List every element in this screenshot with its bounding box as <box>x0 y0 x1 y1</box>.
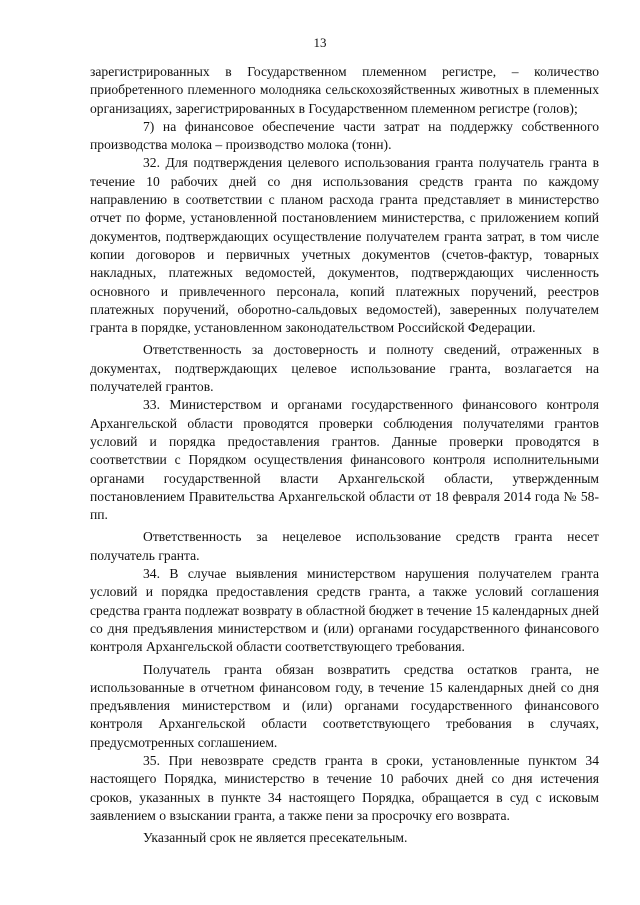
paragraph-5: 33. Министерством и органами государственного финансового контроля Архангельской области проводятся проверки соблюдения получателями грантов условий и порядка предоставления грантов. Данные проверки проводятся в соответствии с Порядком осуществления финансового контроля исполнительными органами государственной власти Архангельской области, утвержденным постановлением Правительства Архангельской области от 18 февраля 2014 года № 58-пп. <box>90 397 599 523</box>
page-number: 13 <box>313 35 327 50</box>
paragraph-6: Ответственность за нецелевое использование средств гранта несет получатель гранта. <box>90 529 599 563</box>
document-body <box>90 63 599 847</box>
paragraph-9: 35. При невозврате средств гранта в сроки, установленные пунктом 34 настоящего Порядка, министерство в течение 10 рабочих дней со дня истечения сроков, указанных в пункте 34 настоящего Порядка, обращается в суд с исковым заявлением о взыскании гранта, а также пени за просрочку его возврата. <box>90 752 599 823</box>
paragraph-8: Получатель гранта обязан возвратить средства остатков гранта, не использованные в отчетном финансовом году, в течение 15 календарных дней со дня предъявления министерством и (или) органами государственного финансового контроля Архангельской области соответствующего требования в случаях, предусмотренных соглашением. <box>90 661 599 750</box>
paragraph-3: 32. Для подтверждения целевого использования гранта получатель гранта в течение 10 рабочих дней со дня использования средств гранта по каждому направлению в соответствии с планом расхода гранта представляет в министерство отчет по форме, установленной постановлением министерства, с приложением копий документов, подтверждающих осуществление получателем гранта затрат, в том числе копии договоров и первичных учетных документов (счетов-фактур, товарных накладных, платежных ведомостей, документов, подтверждающих численность основного и привлеченного персонала, копий платежных поручений, реестров платежных поручений, оборотно-сальдовых ведомостей), заверенных получателем гранта в порядке, установленном законодательством Российской Федерации. <box>90 155 599 336</box>
paragraph-2: 7) на финансовое обеспечение части затрат на поддержку собственного производства молока – производство молока (тонн). <box>90 118 599 153</box>
paragraph-7: 34. В случае выявления министерством нарушения получателем гранта условий и порядка предоставления средств гранта, а также условий соглашения средства гранта подлежат возврату в областной бюджет в течение 15 календарных дней со дня предъявления министерством и (или) органами государственного финансового контроля Архангельской области соответствующего требования. <box>90 566 599 655</box>
paragraph-10: Указанный срок не является пресекательным. <box>143 830 408 846</box>
paragraph-1: зарегистрированных в Государственном племенном регистре, – количество приобретенного племенного молодняка сельскохозяйственных животных в племенных организациях, зарегистрированных в Государственном племенном регистре (голов); <box>90 64 599 116</box>
paragraph-4: Ответственность за достоверность и полноту сведений, отраженных в документах, подтверждающих целевое использование гранта, возлагается на получателей грантов. <box>90 342 599 395</box>
